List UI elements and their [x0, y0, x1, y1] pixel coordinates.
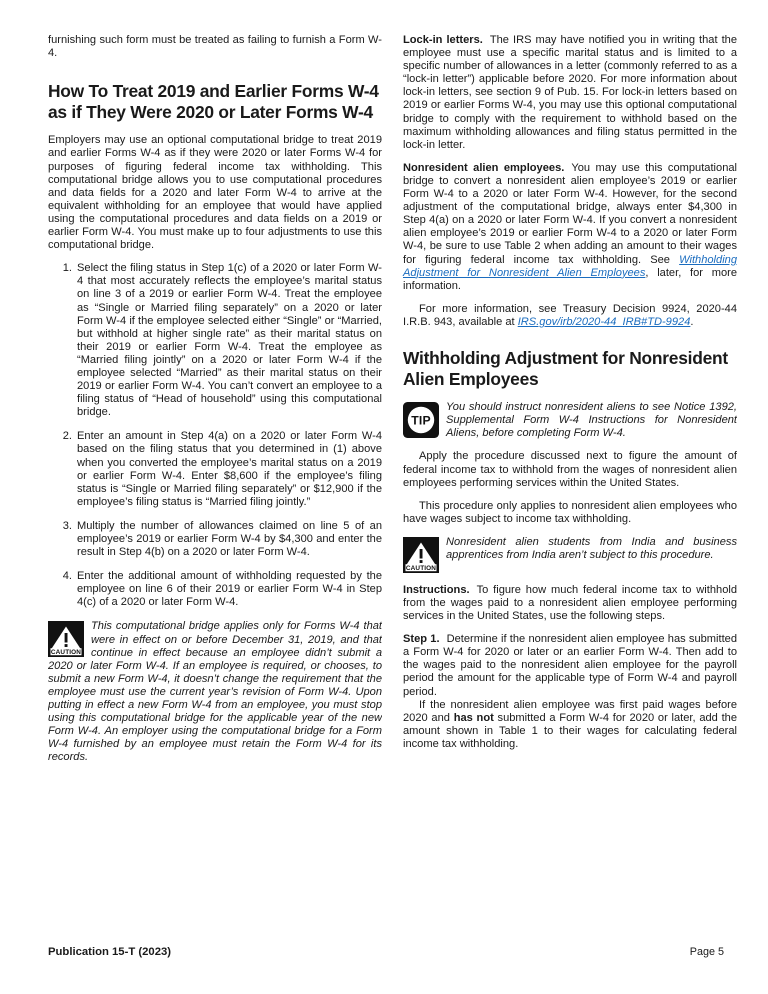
caution-notice-text: This computational bridge applies only for Forms W-4 that were in effect on or before December 31, 2019, and that continue in effect because an employee didn’t submit a 2020 or later Form W-4. If an employee is required, or chooses, to submit a new Form W-4, it doesn’t change the requirement that the employee must use the current year’s revision of Form W-4. Upon putting in effect a new Form W-4 from an employee, you must stop using this computational bridge for the applicable year of the new Form W-4. An employer using the computational bridge for a Form W-4 furnished by an employee must retain the Form W-4 for its records.	[48, 620, 382, 764]
step-1-continuation-after-bold: submitted a Form W-4 for 2020 or later, add the amount shown in Table 1 to their wages for calculating federal income tax withholding.	[403, 711, 737, 750]
list-item-number: 4.	[62, 570, 72, 583]
list-item	[48, 430, 382, 509]
section-heading-withholding-adjustment: Withholding Adjustment for Nonresident Alien Employees	[403, 347, 728, 389]
instructions-text: To figure how much federal income tax to withhold from the wages paid to a nonresident alien employee performing services in the United States, use the following steps.	[403, 583, 737, 623]
page-footer	[48, 946, 724, 958]
left-column	[48, 34, 382, 775]
list-item	[48, 262, 382, 419]
footer-publication-title: Publication 15-T (2023)	[48, 946, 172, 958]
list-item	[48, 520, 382, 559]
svg-text:CAUTION: CAUTION	[50, 649, 82, 657]
section-heading-computational-bridge: How To Treat 2019 and Earlier Forms W-4 as if They Were 2020 or Later Forms W-4	[48, 81, 379, 122]
list-item-number: 1.	[62, 262, 72, 275]
list-item-number: 3.	[62, 519, 72, 532]
step-1-paragraph	[403, 633, 737, 698]
treasury-text-before-link: For more information, see Treasury Decision 9924, 2020-44 I.R.B. 943, available at	[403, 302, 737, 328]
link-irs-gov-irb[interactable]: IRS.gov/irb/2020-44_IRB#TD-9924	[517, 315, 691, 328]
instructions-paragraph	[403, 584, 737, 623]
caution-notice-text: Nonresident alien students from India and business apprentices from India aren’t subject to this procedure.	[446, 535, 737, 561]
list-item	[48, 570, 382, 609]
apply-procedure-paragraph: Apply the procedure discussed next to figure the amount of federal income tax to withhold from the wages of nonresident alien employees performing services within the United States.	[403, 450, 737, 489]
step-1-continuation-before-bold: If the nonresident alien employee was first paid wages before 2020 and	[403, 698, 737, 724]
caution-icon	[48, 621, 84, 657]
right-column	[403, 34, 737, 751]
lock-in-letters-paragraph	[403, 34, 737, 152]
computational-bridge-paragraph: Employers may use an optional computational bridge to treat 2019 and earlier Forms W-4 as if they were 2020 or later Forms W-4 for purposes of figuring federal income tax withholding. This computational bridge allows you to use computational procedures and data fields for a 2020 and later Form W-4 to arrive at the equivalent withholding for an employee that would have applied using the computational procedures and data fields on a 2019 or earlier Form W-4. You must make up to four adjustments to use this computational bridge.	[48, 134, 382, 252]
procedure-applies-paragraph: This procedure only applies to nonresident alien employees who have wages subject to income tax withholding.	[403, 499, 737, 525]
caution-notice-computational-bridge	[48, 620, 382, 764]
list-item-text: Multiply the number of allowances claimed on line 5 of an employee’s 2019 or earlier Form W-4 by $4,300 and enter the result in Step 4(b) on a 2020 or later Form W-4.	[77, 519, 382, 559]
tip-icon	[403, 402, 439, 438]
lock-in-letters-runin: Lock-in letters.	[403, 34, 483, 46]
tip-notice-notice-1392	[403, 401, 737, 440]
tip-notice-text: You should instruct nonresident aliens to see Notice 1392, Supplemental Form W-4 Instructions for Nonresident Aliens, before completing Form W-4.	[446, 401, 737, 440]
svg-text:TIP: TIP	[411, 413, 431, 428]
list-item-text: Select the filing status in Step 1(c) of a 2020 or later Form W-4 that most accurately reflects the employee’s marital status on line 3 of a 2019 or earlier Form W-4. Treat the employee as “Single or Married filing separately” on a 2020 or later Form W-4 if the employee selected either “Single” or “Married, but withhold at higher single rate” as their marital status on their 2019 or earlier Form W-4. Treat the employee as “Married filing jointly” on a 2020 or later Form W-4 if the employee selected “Married” as their marital status on their 2019 or earlier Form W-4. You can’t convert an employee to a filing status of “Head of household” using this computational bridge.	[77, 262, 382, 419]
step-1-text: Determine if the nonresident alien employee has submitted a Form W-4 for 2020 or later or an earlier Form W-4. Then add to the wages paid to the nonresident alien employee for the payroll period the amount for the applicable type of Form W-4 and payroll period.	[403, 633, 738, 698]
two-column-layout	[48, 34, 738, 775]
step-1-runin: Step 1.	[403, 633, 440, 646]
nonresident-alien-employees-paragraph	[403, 162, 737, 293]
svg-text:CAUTION: CAUTION	[405, 564, 437, 572]
list-item-text: Enter an amount in Step 4(a) on a 2020 or later Form W-4 based on the filing status that you determined in (1) above when you converted the employee’s marital status on a 2019 or earlier Form W-4. Enter $8,600 if the employee’s filing status is “Single or Married filing separately” or $12,900 if the employee’s filing status is “Married filing jointly.”	[77, 430, 382, 508]
list-item-number: 2.	[62, 430, 72, 443]
step-1-continuation-paragraph	[403, 699, 737, 751]
instructions-runin: Instructions.	[403, 583, 470, 596]
treasury-text-after-link: .	[690, 315, 694, 328]
treasury-decision-paragraph	[403, 303, 737, 329]
footer-page-number: Page 5	[689, 946, 724, 958]
nonresident-alien-text-after-link: , later, for more information.	[403, 266, 737, 292]
list-item-text: Enter the additional amount of withholding requested by the employee on line 6 of their 2019 or earlier Form W-4 in Step 4(c) of a 2020 or later Form W-4.	[77, 570, 382, 609]
lock-in-letters-text: The IRS may have notified you in writing that the employee must use a specific marital status and is limited to a specific number of allowances in a letter (commonly referred to as a “lock-in letter”) applicable before 2020. For more information about lock-in letters, see section 9 of Pub. 15. For lock-in letters based on 2019 or earlier Forms W-4, you may use this optional computational bridge to comply with the requirement to withhold based on the maximum withholding allowances and filing status permitted in the lock-in letter.	[403, 34, 737, 151]
adjustment-steps-list	[48, 262, 382, 609]
caution-icon	[403, 537, 439, 573]
nonresident-alien-text-before-link: You may use this computational bridge to convert a nonresident alien employee’s 2019 or earlier Form W-4 to a 2020 or later Form W-4. However, for the second adjustment of the computational bridge, always enter $4,300 in Step 4(a) on a 2020 or later Form W-4. If you convert a nonresident alien employee’s 2019 or earlier Form W-4 to a 2020 or later Form W-4, be sure to use Table 2 when adding an amount to their wages for figuring federal income tax withholding. See	[403, 161, 737, 266]
link-withholding-adjustment-nra[interactable]: Withholding Adjustment for Nonresident Alien Employees	[403, 253, 737, 279]
nonresident-alien-runin: Nonresident alien employees.	[403, 161, 565, 174]
step-1-has-not-emphasis: has not	[453, 711, 494, 724]
caution-notice-india-students	[403, 536, 737, 574]
intro-paragraph: furnishing such form must be treated as failing to furnish a Form W-4.	[48, 34, 382, 60]
